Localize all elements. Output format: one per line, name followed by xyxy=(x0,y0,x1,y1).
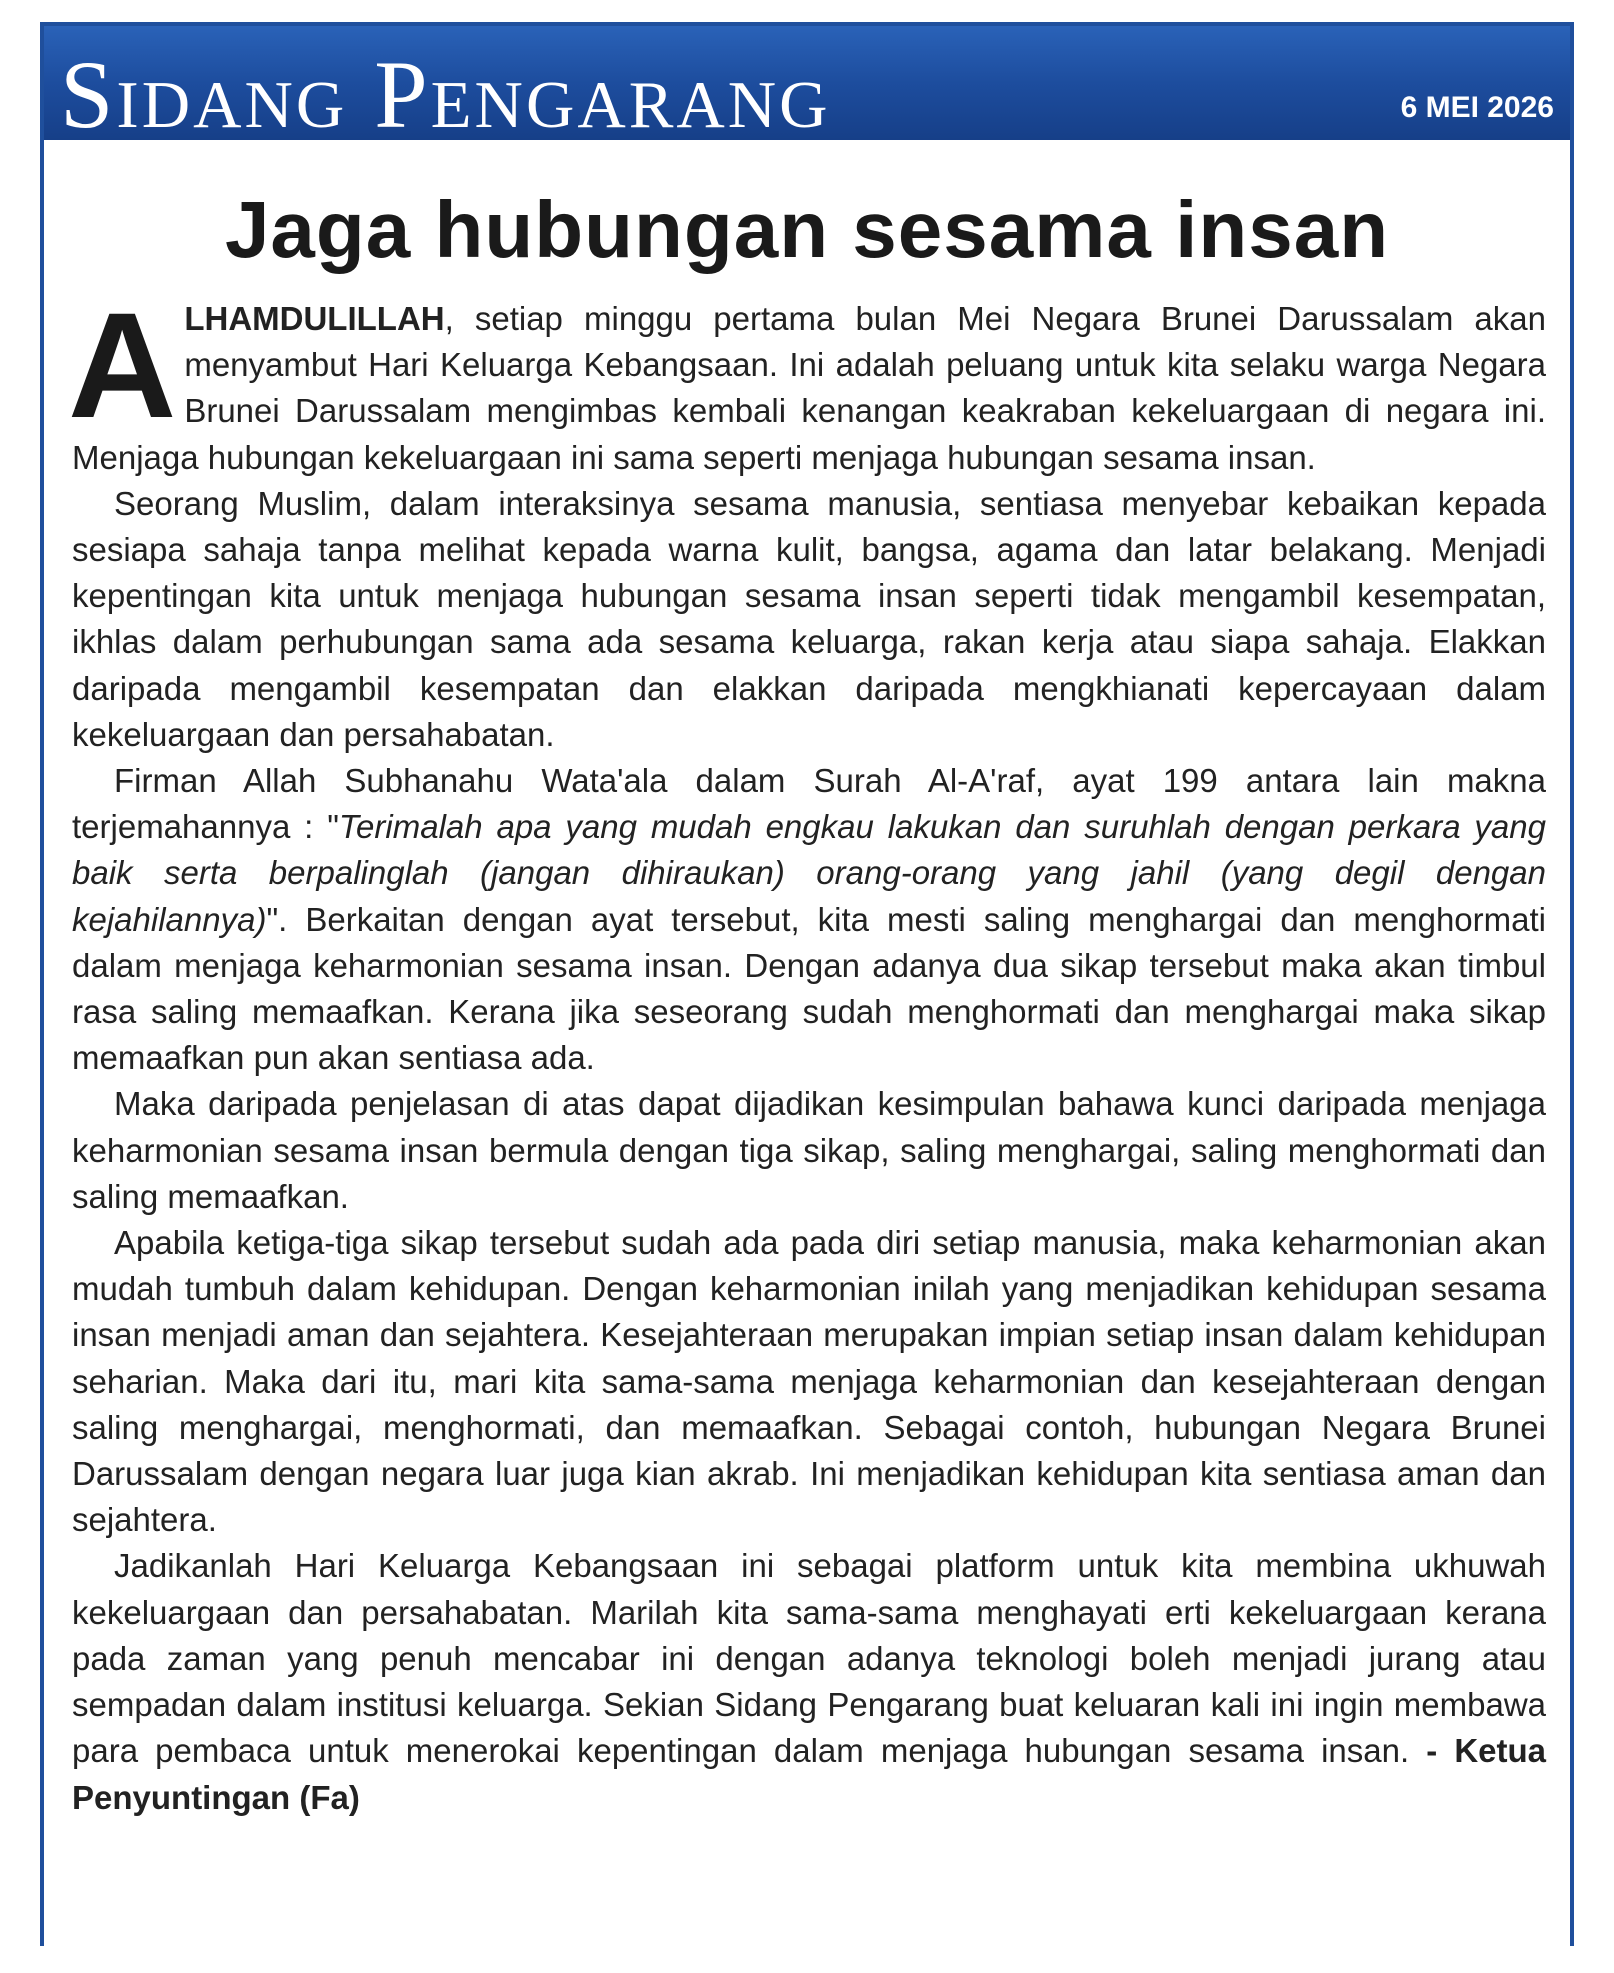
publication-date: 6 MEI 2026 xyxy=(1400,91,1554,124)
quran-quote: Terimalah apa yang mudah engkau lakukan dan suruhlah dengan perkara yang baik serta berpalinglah (jangan dihiraukan) orang-orang yang jahil (yang degil dengan kejahilannya) xyxy=(72,808,1546,938)
editorial-frame xyxy=(40,22,1574,1946)
masthead xyxy=(44,26,1570,140)
paragraph-6 xyxy=(72,1543,1546,1820)
dropcap-letter: A xyxy=(68,281,177,449)
paragraph-2: Seorang Muslim, dalam interaksinya sesama manusia, sentiasa menyebar kebaikan kepada sesiapa sahaja tanpa melihat kepada warna kulit, bangsa, agama dan latar belakang. Menjadi kepentingan kita untuk menjaga hubungan sesama insan seperti tidak mengambil kesempatan, ikhlas dalam perhubungan sama ada sesama keluarga, rakan kerja atau siapa sahaja. Elakkan daripada mengambil kesempatan dan elakkan daripada mengkhianati kepercayaan dalam kekeluargaan dan persahabatan. xyxy=(72,484,1546,753)
lead-word: LHAMDULILLAH xyxy=(184,300,445,337)
paragraph-3 xyxy=(72,758,1546,1081)
paragraph-6-text: Jadikanlah Hari Keluarga Kebangsaan ini sebagai platform untuk kita membina ukhuwah kekeluargaan dan persahabatan. Marilah kita sama-sama menghayati erti kekeluargaan kerana pada zaman yang penuh mencabar ini dengan adanya teknologi boleh menjadi jurang atau sempadan dalam institusi keluarga. Sekian Sidang Pengarang buat keluaran kali ini ingin membawa para pembaca untuk menerokai kepentingan dalam menjaga hubungan sesama insan. xyxy=(72,1547,1546,1770)
article-panel xyxy=(44,140,1570,1946)
paragraph-1-text: , setiap minggu pertama bulan Mei Negara Brunei Darussalam akan menyambut Hari Keluarga Kebangsaan. Ini adalah peluang untuk kita selaku warga Negara Brunei Darussalam mengimbas kembali kenangan keakraban kekeluargaan di negara ini. Menjaga hubungan kekeluargaan ini sama seperti menjaga hubungan sesama insan. xyxy=(72,300,1546,476)
article-body xyxy=(68,281,1546,1821)
paragraph-3-intro: Firman Allah Subhanahu Wata'ala dalam Surah Al-A'raf, ayat 199 antara lain makna terjemahannya : " xyxy=(72,762,1546,846)
paragraph-4: Maka daripada penjelasan di atas dapat dijadikan kesimpulan bahawa kunci daripada menjaga keharmonian sesama insan bermula dengan tiga sikap, saling menghargai, saling menghormati dan saling memaafkan. xyxy=(72,1085,1546,1215)
paragraph-3-text: ". Berkaitan dengan ayat tersebut, kita mesti saling menghargai dan menghormati dalam menjaga keharmonian sesama insan. Dengan adanya dua sikap tersebut maka akan timbul rasa saling memaafkan. Kerana jika seseorang sudah menghormati dan menghargai maka sikap memaafkan pun akan sentiasa ada. xyxy=(72,900,1546,1077)
paragraph-5: Apabila ketiga-tiga sikap tersebut sudah ada pada diri setiap manusia, maka keharmonian akan mudah tumbuh dalam kehidupan. Dengan keharmonian inilah yang menjadikan kehidupan sesama insan menjadi aman dan sejahtera. Kesejahteraan merupakan impian setiap insan dalam kehidupan seharian. Maka dari itu, mari kita sama-sama menjaga keharmonian dan kesejahteraan dengan saling menghargai, menghormati, dan memaafkan. Sebagai contoh, hubungan Negara Brunei Darussalam dengan negara luar juga kian akrab. Ini menjadikan kehidupan kita sentiasa aman dan sejahtera. xyxy=(72,1224,1546,1539)
article-headline: Jaga hubungan sesama insan xyxy=(224,185,1390,274)
masthead-title: Sidang Pengarang xyxy=(60,41,831,140)
paragraph-1 xyxy=(68,281,1546,481)
author-signature: - Ketua Penyuntingan (Fa) xyxy=(72,1732,1546,1816)
